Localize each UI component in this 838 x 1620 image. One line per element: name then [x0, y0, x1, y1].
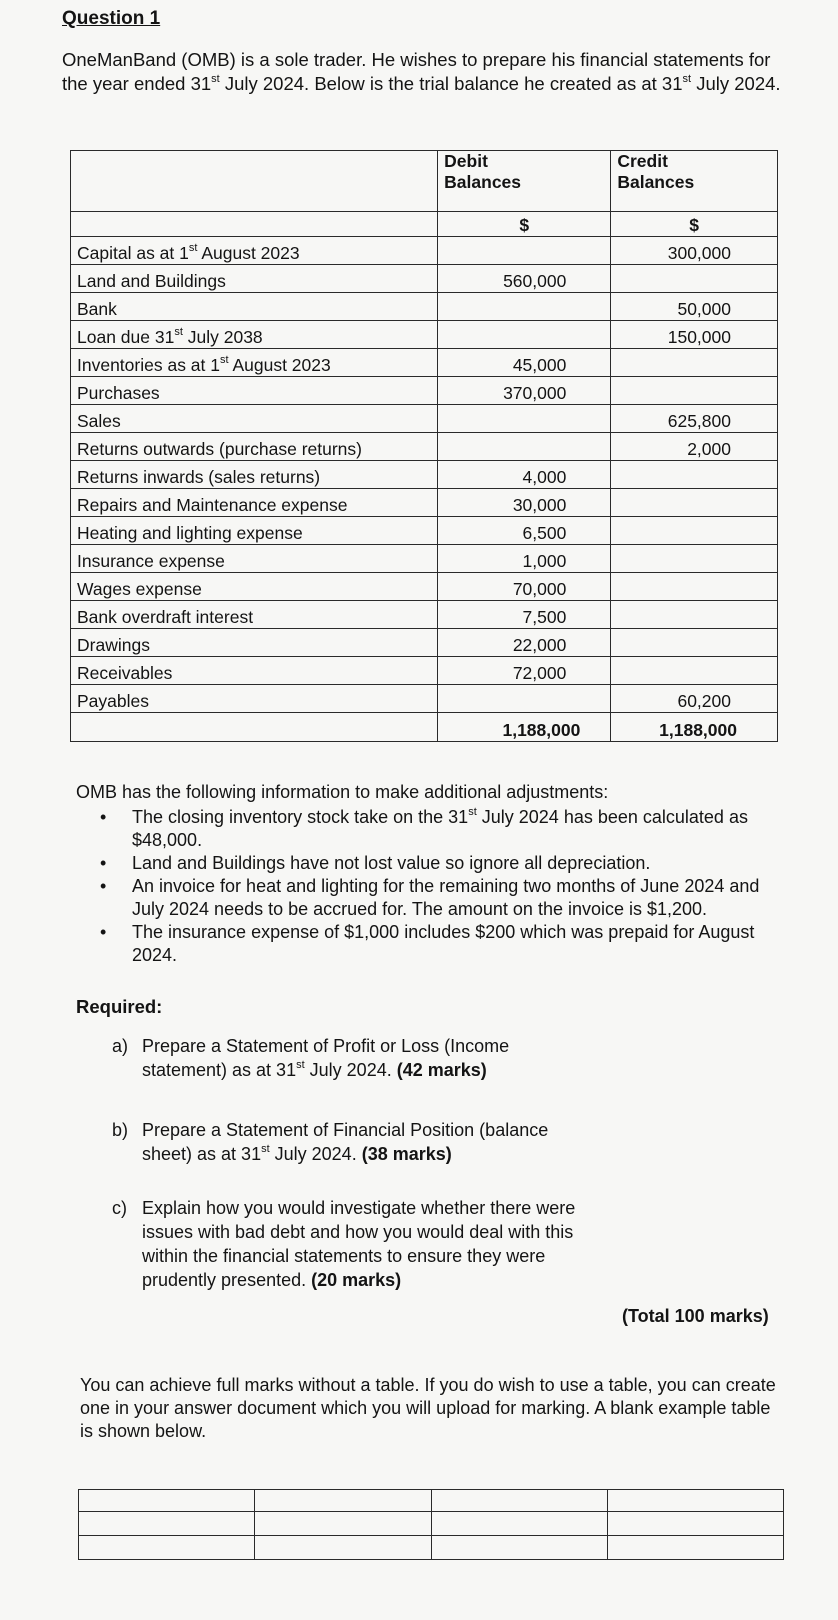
- trial-balance-row: [71, 265, 778, 293]
- blank-cell: [79, 1512, 255, 1536]
- required-sup: st: [296, 1059, 305, 1071]
- account-name: [71, 685, 438, 713]
- debit-value: 4,000: [438, 461, 611, 489]
- account-label: Drawings: [77, 635, 150, 655]
- debit-value: 45,000: [438, 349, 611, 377]
- credit-value: [611, 377, 778, 405]
- intro-text-3: July 2024.: [691, 73, 781, 94]
- account-suffix: August 2023: [197, 243, 300, 263]
- required-item: [112, 1034, 582, 1082]
- account-label: Returns outwards (purchase returns): [77, 439, 362, 459]
- account-label: Bank: [77, 299, 117, 319]
- bullet-icon: •: [100, 922, 107, 942]
- account-name: [71, 489, 438, 517]
- credit-value: [611, 517, 778, 545]
- blank-cell: [79, 1536, 255, 1560]
- debit-value: 370,000: [438, 377, 611, 405]
- blank-cell: [607, 1512, 783, 1536]
- required-sup: st: [261, 1143, 270, 1155]
- trial-balance-row: [71, 293, 778, 321]
- account-name: [71, 349, 438, 377]
- credit-value: [611, 265, 778, 293]
- adjustment-text-end: July 2024 has been calculated as $48,000.: [132, 807, 748, 850]
- adjustment-item: [76, 852, 776, 875]
- account-name: [71, 265, 438, 293]
- adjustments-intro: OMB has the following information to make additional adjustments:: [76, 782, 609, 802]
- account-name: [71, 405, 438, 433]
- blank-cell: [255, 1512, 431, 1536]
- debit-value: 30,000: [438, 489, 611, 517]
- credit-value: 60,200: [611, 685, 778, 713]
- debit-value: [438, 237, 611, 265]
- trial-balance-row: [71, 461, 778, 489]
- blank-row: [79, 1536, 784, 1560]
- account-name: [71, 629, 438, 657]
- debit-value: [438, 685, 611, 713]
- account-label: Capital as at 1: [77, 243, 189, 263]
- adjustment-text: Land and Buildings have not lost value so ignore all depreciation.: [132, 853, 651, 873]
- blank-cell: [255, 1536, 431, 1560]
- required-text: Prepare a Statement of Financial Position (balance sheet) as at 31: [142, 1120, 549, 1164]
- debit-value: 7,500: [438, 601, 611, 629]
- debit-value: [438, 433, 611, 461]
- adjustment-item: [76, 806, 776, 852]
- required-item-label: b): [112, 1120, 129, 1140]
- account-name: [71, 573, 438, 601]
- debit-value: 6,500: [438, 517, 611, 545]
- bullet-icon: •: [100, 853, 107, 873]
- required-text-end: July 2024.: [304, 1060, 397, 1080]
- credit-value: 50,000: [611, 293, 778, 321]
- trial-balance-currency-row: [71, 212, 778, 237]
- credit-value: [611, 545, 778, 573]
- bullet-icon: •: [100, 876, 107, 896]
- total-credit: 1,188,000: [611, 713, 778, 742]
- blank-cell: [431, 1536, 607, 1560]
- account-suffix: July 2038: [182, 327, 263, 347]
- blank-cell: [79, 1490, 255, 1512]
- account-name: [71, 545, 438, 573]
- account-name: [71, 657, 438, 685]
- account-name: [71, 601, 438, 629]
- required-title: Required:: [76, 996, 163, 1017]
- blank-cell: [431, 1512, 607, 1536]
- total-marks: (Total 100 marks): [622, 1306, 769, 1326]
- credit-value: 625,800: [611, 405, 778, 433]
- trial-balance-row: [71, 377, 778, 405]
- blank-cell: [255, 1490, 431, 1512]
- trial-balance-row: [71, 545, 778, 573]
- trial-balance-row: [71, 237, 778, 265]
- adjustments-list: [76, 806, 776, 967]
- account-suffix: August 2023: [228, 355, 331, 375]
- adjustment-sup: st: [468, 806, 477, 818]
- account-label: Heating and lighting expense: [77, 523, 303, 543]
- account-label: Wages expense: [77, 579, 202, 599]
- trial-balance-total-row: [71, 713, 778, 742]
- required-item-label: a): [112, 1036, 129, 1056]
- credit-value: [611, 573, 778, 601]
- trial-balance-row: [71, 601, 778, 629]
- adjustment-text: The insurance expense of $1,000 includes $200 which was prepaid for August 2024.: [132, 922, 755, 965]
- trial-balance-row: [71, 321, 778, 349]
- account-name: [71, 517, 438, 545]
- debit-value: [438, 293, 611, 321]
- intro-text-2: July 2024. Below is the trial balance he created as at 31: [219, 73, 683, 94]
- adjustment-text: The closing inventory stock take on the 31: [132, 807, 469, 827]
- credit-value: 2,000: [611, 433, 778, 461]
- blank-row: [79, 1490, 784, 1512]
- debit-value: 70,000: [438, 573, 611, 601]
- debit-value: 1,000: [438, 545, 611, 573]
- account-label: Inventories as at 1: [77, 355, 220, 375]
- trial-balance-row: [71, 573, 778, 601]
- account-name: [71, 461, 438, 489]
- account-name: [71, 377, 438, 405]
- trial-balance-row: [71, 657, 778, 685]
- required-item: [112, 1196, 582, 1292]
- required-text: Explain how you would investigate whether there were issues with bad debt and how you would deal with this within the financial statements to ensure they were prudently presented.: [142, 1198, 576, 1290]
- intro-paragraph: [62, 48, 782, 96]
- blank-cell: [607, 1490, 783, 1512]
- blank-cell: [607, 1536, 783, 1560]
- required-marks: (20 marks): [311, 1270, 402, 1290]
- account-label: Purchases: [77, 383, 160, 403]
- account-label: Returns inwards (sales returns): [77, 467, 321, 487]
- adjustment-text: An invoice for heat and lighting for the remaining two months of June 2024 and July 2024 needs to be accrued for. The amount on the invoice is $1,200.: [132, 876, 760, 919]
- table-note: You can achieve full marks without a table. If you do wish to use a table, you can create one in your answer document which you will upload for marking. A blank example table is shown below.: [80, 1375, 776, 1441]
- debit-value: [438, 321, 611, 349]
- debit-value: 22,000: [438, 629, 611, 657]
- required-marks: (42 marks): [396, 1060, 487, 1080]
- account-name: [71, 321, 438, 349]
- account-label: Receivables: [77, 663, 173, 683]
- header-debit: Debit Balances: [438, 151, 611, 212]
- account-label: Land and Buildings: [77, 271, 226, 291]
- credit-value: [611, 601, 778, 629]
- account-sup: st: [188, 242, 198, 255]
- required-item-text: [142, 1196, 582, 1292]
- credit-value: 300,000: [611, 237, 778, 265]
- debit-value: 560,000: [438, 265, 611, 293]
- credit-value: [611, 629, 778, 657]
- adjustment-item: [76, 921, 776, 967]
- account-label: Payables: [77, 691, 149, 711]
- trial-balance-row: [71, 685, 778, 713]
- blank-example-table: [78, 1489, 784, 1560]
- bullet-icon: •: [100, 807, 107, 827]
- trial-balance-table: [70, 150, 778, 742]
- required-item-label: c): [112, 1198, 127, 1218]
- account-label: Repairs and Maintenance expense: [77, 495, 348, 515]
- credit-value: [611, 657, 778, 685]
- credit-value: [611, 349, 778, 377]
- debit-value: 72,000: [438, 657, 611, 685]
- credit-value: [611, 489, 778, 517]
- blank-row: [79, 1512, 784, 1536]
- header-account-cell: [71, 151, 438, 212]
- credit-currency: $: [611, 212, 778, 237]
- credit-value: 150,000: [611, 321, 778, 349]
- intro-text-1: OneManBand (OMB) is a sole trader. He wishes to prepare his financial statements for the year ended 31: [62, 49, 771, 94]
- adjustment-item: [76, 875, 776, 921]
- required-item: [112, 1118, 582, 1166]
- debit-currency: $: [438, 212, 611, 237]
- credit-value: [611, 461, 778, 489]
- required-text-end: July 2024.: [269, 1144, 362, 1164]
- trial-balance-header: [71, 151, 778, 212]
- required-text: Prepare a Statement of Profit or Loss (Income statement) as at 31: [142, 1036, 510, 1080]
- account-sup: st: [220, 354, 229, 367]
- required-marks: (38 marks): [361, 1144, 452, 1164]
- account-label: Insurance expense: [77, 551, 225, 571]
- question-title: Question 1: [62, 8, 161, 29]
- account-name: [71, 433, 438, 461]
- debit-value: [438, 405, 611, 433]
- intro-sup-2: st: [682, 72, 692, 85]
- trial-balance-row: [71, 629, 778, 657]
- intro-sup-1: st: [211, 72, 220, 85]
- account-sup: st: [174, 326, 183, 339]
- header-credit: Credit Balances: [611, 151, 778, 212]
- trial-balance-row: [71, 433, 778, 461]
- account-label: Bank overdraft interest: [77, 607, 254, 627]
- required-item-text: [142, 1034, 582, 1082]
- required-item-text: [142, 1118, 582, 1166]
- trial-balance-row: [71, 489, 778, 517]
- trial-balance-row: [71, 405, 778, 433]
- blank-cell: [431, 1490, 607, 1512]
- account-name: [71, 293, 438, 321]
- trial-balance-row: [71, 517, 778, 545]
- account-label: Sales: [77, 411, 121, 431]
- account-label: Loan due 31: [77, 327, 175, 347]
- total-debit: 1,188,000: [438, 713, 611, 742]
- account-name: [71, 237, 438, 265]
- trial-balance-row: [71, 349, 778, 377]
